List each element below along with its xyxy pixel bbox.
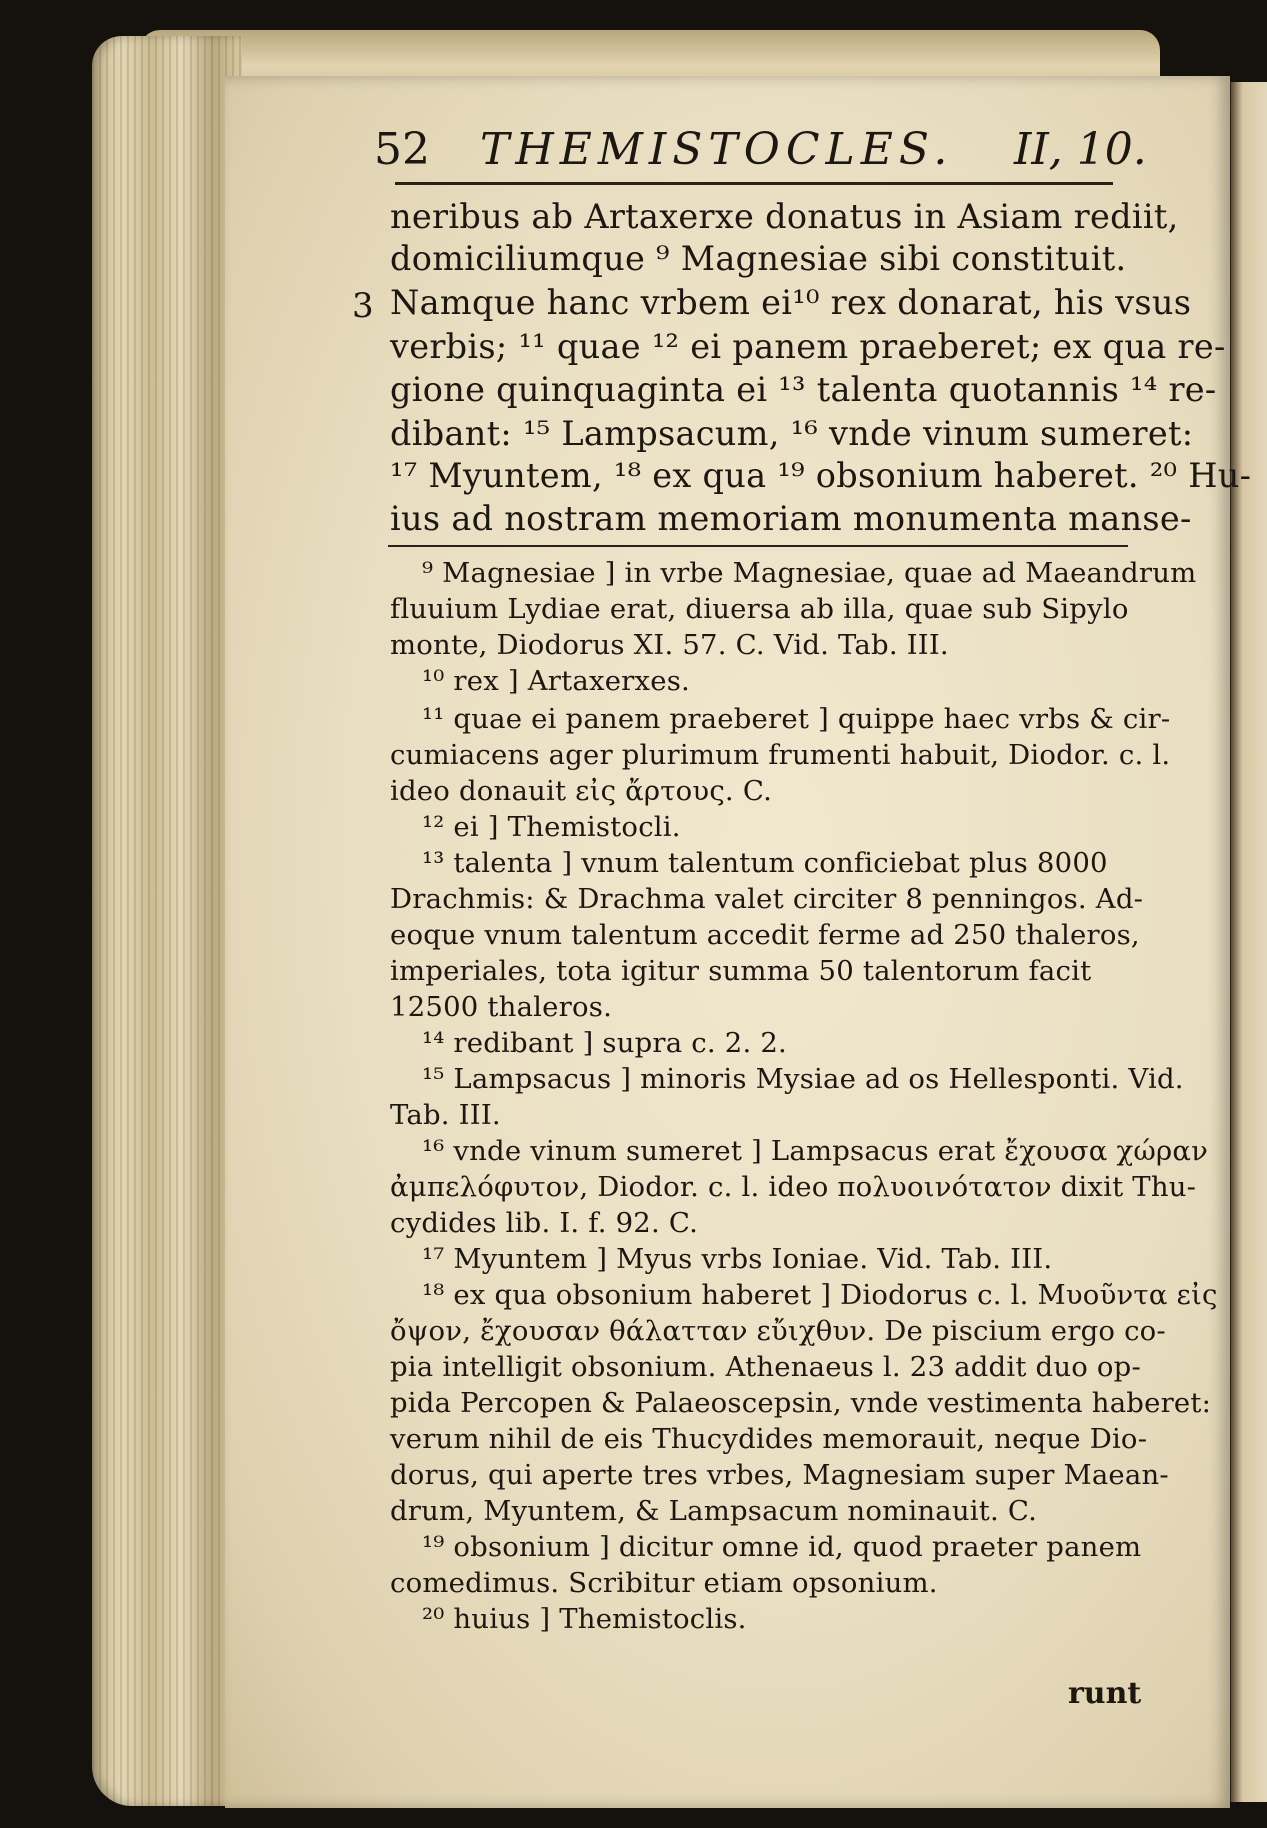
text-line: gione quinquaginta ei ¹³ talenta quotannis ¹⁴ re-	[390, 370, 1217, 409]
text-line: ¹⁷ Myuntem, ¹⁸ ex qua ¹⁹ obsonium haberet. ²⁰ Hu-	[390, 456, 1252, 495]
note-line: ¹⁶ vnde vinum sumeret ] Lampsacus erat ἔχουσα χώραν	[422, 1135, 1209, 1167]
text-line: verbis; ¹¹ quae ¹² ei panem praeberet; ex qua re-	[390, 327, 1226, 366]
note-line: comedimus. Scribitur etiam opsonium.	[390, 1567, 938, 1599]
note-line: ¹⁵ Lampsacus ] minoris Mysiae ad os Hellesponti. Vid.	[422, 1063, 1184, 1095]
note-line: drum, Myuntem, & Lampsacum nominauit. C.	[390, 1495, 1038, 1527]
note-line: ¹⁷ Myuntem ] Myus vrbs Ioniae. Vid. Tab. III.	[422, 1243, 1053, 1275]
note-line: cydides lib. I. f. 92. C.	[390, 1207, 699, 1239]
text-line: dibant: ¹⁵ Lampsacum, ¹⁶ vnde vinum sumeret:	[390, 414, 1194, 453]
page-number: 52	[374, 124, 430, 175]
text-line: domiciliumque ⁹ Magnesiae sibi constituit.	[390, 239, 1127, 278]
note-line: Tab. III.	[390, 1099, 501, 1131]
book-page-edges	[92, 36, 242, 1806]
note-line: fluuium Lydiae erat, diuersa ab illa, quae sub Sipylo	[390, 593, 1129, 625]
note-line: ¹¹ quae ei panem praeberet ] quippe haec vrbs & cir-	[422, 703, 1171, 735]
chapter-ref: II, 10.	[1014, 124, 1147, 175]
note-line: pia intelligit obsonium. Athenaeus l. 23 addit duo op-	[390, 1351, 1141, 1383]
note-line: ¹³ talenta ] vnum talentum conficiebat plus 8000	[422, 847, 1108, 879]
note-line: ¹⁸ ex qua obsonium haberet ] Diodorus c. l. Μυοῦντα εἰς	[422, 1279, 1218, 1311]
header-rule	[395, 182, 1113, 185]
note-line: ⁹ Magnesiae ] in vrbe Magnesiae, quae ad Maeandrum	[422, 557, 1197, 589]
facing-page-edge	[1228, 82, 1267, 1802]
note-line: imperiales, tota igitur summa 50 talentorum facit	[390, 955, 1092, 987]
note-line: ideo donauit εἰς ἄρτους. C.	[390, 775, 773, 807]
text-line: neribus ab Artaxerxe donatus in Asiam rediit,	[390, 197, 1179, 236]
note-line: cumiacens ager plurimum frumenti habuit, Diodor. c. l.	[390, 739, 1171, 771]
notes-rule	[388, 545, 1128, 547]
running-header	[374, 124, 1147, 175]
note-line: ¹⁰ rex ] Artaxerxes.	[422, 665, 690, 697]
note-line: 12500 thaleros.	[390, 991, 613, 1023]
catchword: runt	[1068, 1676, 1142, 1711]
note-line: ¹⁴ redibant ] supra c. 2. 2.	[422, 1027, 787, 1059]
note-line: ἀμπελόφυτον, Diodor. c. l. ideo πολυοινότατον dixit Thu-	[390, 1171, 1197, 1203]
note-line: eoque vnum talentum accedit ferme ad 250 thaleros,	[390, 919, 1140, 951]
note-line: ¹² ei ] Themistocli.	[422, 811, 681, 843]
text-line: Namque hanc vrbem ei¹⁰ rex donarat, his vsus	[390, 283, 1192, 322]
note-line: pida Percopen & Palaeoscepsin, vnde vestimenta haberet:	[390, 1387, 1212, 1419]
note-line: dorus, qui aperte tres vrbes, Magnesiam super Maean-	[390, 1459, 1169, 1491]
text-line: ius ad nostram memoriam monumenta manse-	[390, 499, 1192, 538]
note-line: verum nihil de eis Thucydides memorauit, neque Dio-	[390, 1423, 1148, 1455]
section-margin-number: 3	[352, 286, 374, 326]
note-line: monte, Diodorus XI. 57. C. Vid. Tab. III.	[390, 629, 949, 661]
note-line: ¹⁹ obsonium ] dicitur omne id, quod praeter panem	[422, 1531, 1142, 1563]
note-line: ὄψον, ἔχουσαν θάλατταν εὔιχθυν. De piscium ergo co-	[390, 1315, 1166, 1347]
note-line: Drachmis: & Drachma valet circiter 8 penningos. Ad-	[390, 883, 1144, 915]
note-line: ²⁰ huius ] Themistoclis.	[422, 1603, 747, 1635]
running-title: THEMISTOCLES.	[480, 124, 954, 175]
